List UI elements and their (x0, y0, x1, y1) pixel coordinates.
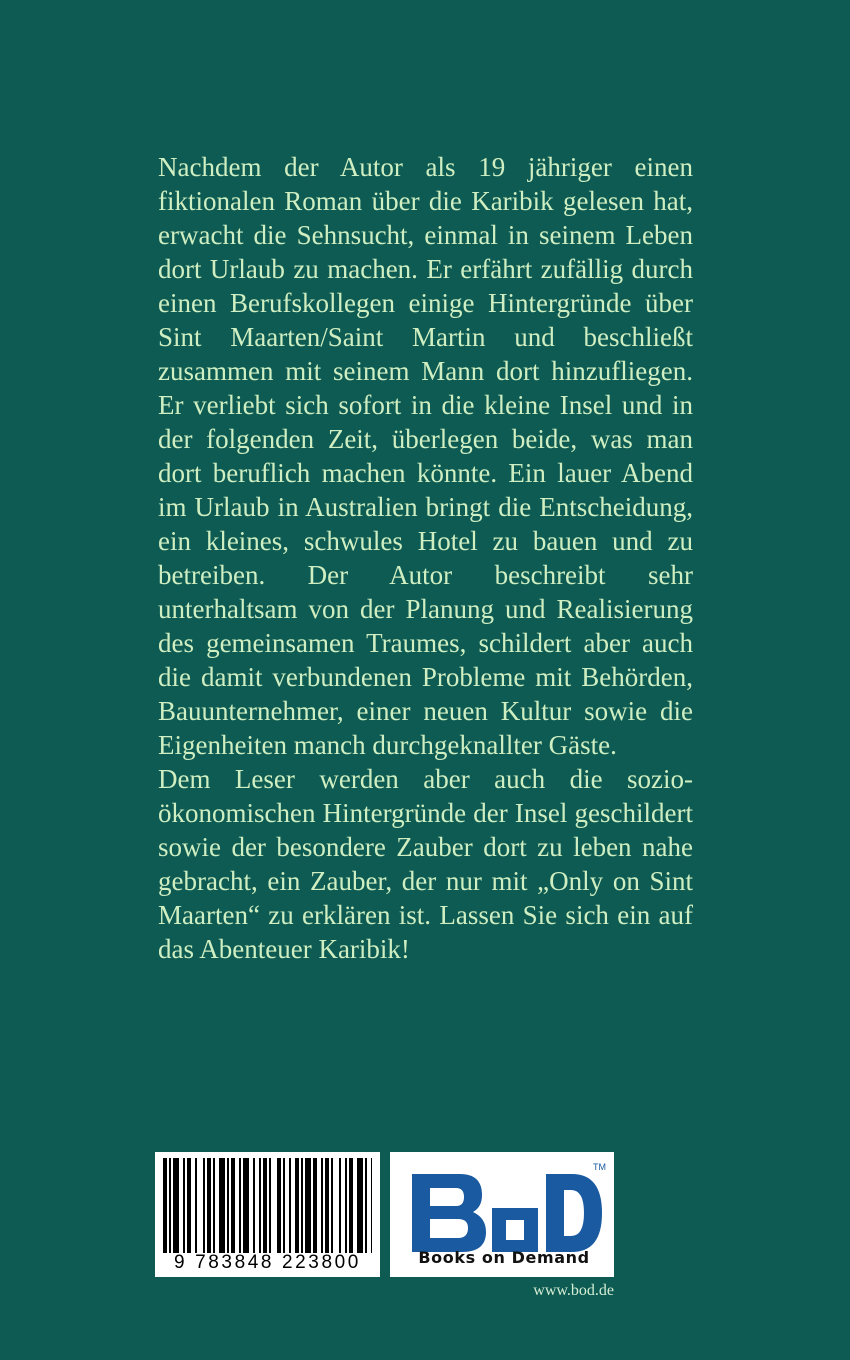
isbn-number: 9 783848 223800 (159, 1253, 376, 1273)
barcode-bar (313, 1158, 317, 1253)
barcode-bar (295, 1158, 299, 1253)
barcode-bar (357, 1158, 363, 1253)
blurb-paragraph-2: Dem Leser werden aber auch die sozio-ökonomischen Hintergründe der Insel geschildert sowie der besondere Zauber dort zu leben nahe gebracht, ein Zauber, der nur mit „Only on Sint Maarten“ zu erklären ist. Lassen Sie sich ein auf das Abenteuer Karibik! (158, 764, 693, 964)
barcode-bar (339, 1158, 341, 1253)
barcode-bar (269, 1158, 271, 1253)
barcode-bar (325, 1158, 329, 1253)
barcode-bar (321, 1158, 323, 1253)
publisher-url: www.bod.de (533, 1282, 614, 1299)
barcode-bar (219, 1158, 225, 1253)
barcode-bar (305, 1158, 311, 1253)
barcode-bar (239, 1158, 241, 1253)
barcode-bar (173, 1158, 179, 1253)
barcode-bar (253, 1158, 255, 1253)
back-cover-blurb (158, 150, 693, 966)
barcode-bar (243, 1158, 249, 1253)
barcode-bar (203, 1158, 205, 1253)
isbn-barcode (155, 1152, 380, 1277)
barcode-bar (345, 1158, 347, 1253)
barcode-bar (227, 1158, 229, 1253)
barcode-bar (259, 1158, 261, 1253)
barcode-bar (163, 1158, 167, 1253)
barcode-bar (187, 1158, 191, 1253)
barcode-bar (349, 1158, 353, 1253)
barcode-bar (365, 1158, 367, 1253)
blurb-paragraph-1: Nachdem der Autor als 19 jähriger einen fiktionalen Roman über die Karibik gelesen hat, erwacht die Sehnsucht, einmal in seinem Leben dort Urlaub zu machen. Er erfährt zufällig durch einen Berufskollegen einige Hintergründe über Sint Maarten/Saint Martin und beschließt zusammen mit seinem Mann dort hinzufliegen. Er verliebt sich sofort in die kleine Insel und in der folgenden Zeit, überlegen beide, was man dort beruflich machen könnte. Ein lauer Abend im Urlaub in Australien bringt die Entscheidung, ein kleines, schwules Hotel zu bauen und zu betreiben. Der Autor beschreibt sehr unterhaltsam von der Planung und Realisierung des gemeinsamen Traumes, schildert aber auch die damit verbundenen Probleme mit Behörden, Bauunternehmer, einer neuen Kultur sowie die Eigenheiten manch durchgeknallter Gäste. (158, 152, 693, 760)
barcode-bar (277, 1158, 281, 1253)
barcode-bar (283, 1158, 285, 1253)
publisher-tagline: Books on Demand (418, 1248, 590, 1267)
barcode-bar (331, 1158, 333, 1253)
barcode-bar (195, 1158, 197, 1253)
barcode-bar (231, 1158, 235, 1253)
barcode-bar (207, 1158, 211, 1253)
barcode-bar (371, 1158, 372, 1253)
barcode-bar (169, 1158, 171, 1253)
barcode-bar (301, 1158, 303, 1253)
barcode-bar (263, 1158, 267, 1253)
publisher-logo (390, 1152, 614, 1277)
barcode-bar (183, 1158, 185, 1253)
barcode-bar (289, 1158, 291, 1253)
bod-logo-mark (390, 1152, 614, 1252)
barcode-bar (213, 1158, 215, 1253)
trademark-mark: TM (593, 1162, 606, 1172)
